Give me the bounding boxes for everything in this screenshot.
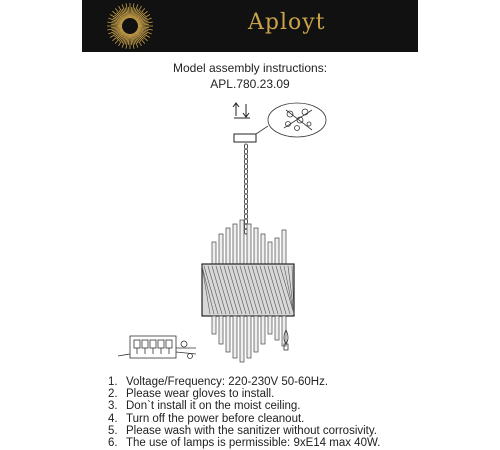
ceiling-mount-icon bbox=[256, 103, 326, 137]
document-title-block bbox=[0, 60, 500, 92]
instruction-item: 2. Please wear gloves to install. bbox=[108, 388, 275, 401]
wiring-terminal-icon bbox=[118, 336, 196, 359]
model-code: APL.780.23.09 bbox=[210, 77, 290, 91]
brand-name: Aployt bbox=[248, 10, 326, 35]
instruction-item: 6. The use of lamps is permissible: 9xE14 max 40W. bbox=[108, 437, 381, 450]
instructions-list bbox=[108, 376, 380, 449]
document-title: Model assembly instructions: bbox=[172, 61, 328, 75]
instruction-item: 5. Please wash with the sanitizer without corrosivity. bbox=[108, 424, 377, 437]
sunburst-icon bbox=[106, 2, 154, 50]
instruction-item: 4. Turn off the power before cleanout. bbox=[108, 412, 305, 425]
instruction-item: 3. Don`t install it on the moist ceiling. bbox=[108, 400, 301, 413]
assembly-drawing bbox=[0, 98, 500, 378]
brand-banner bbox=[82, 0, 418, 52]
instruction-item: 1. Voltage/Frequency: 220-230V 50-60Hz. bbox=[108, 376, 329, 388]
arrows-icon bbox=[233, 103, 250, 118]
chandelier-icon bbox=[202, 144, 294, 362]
